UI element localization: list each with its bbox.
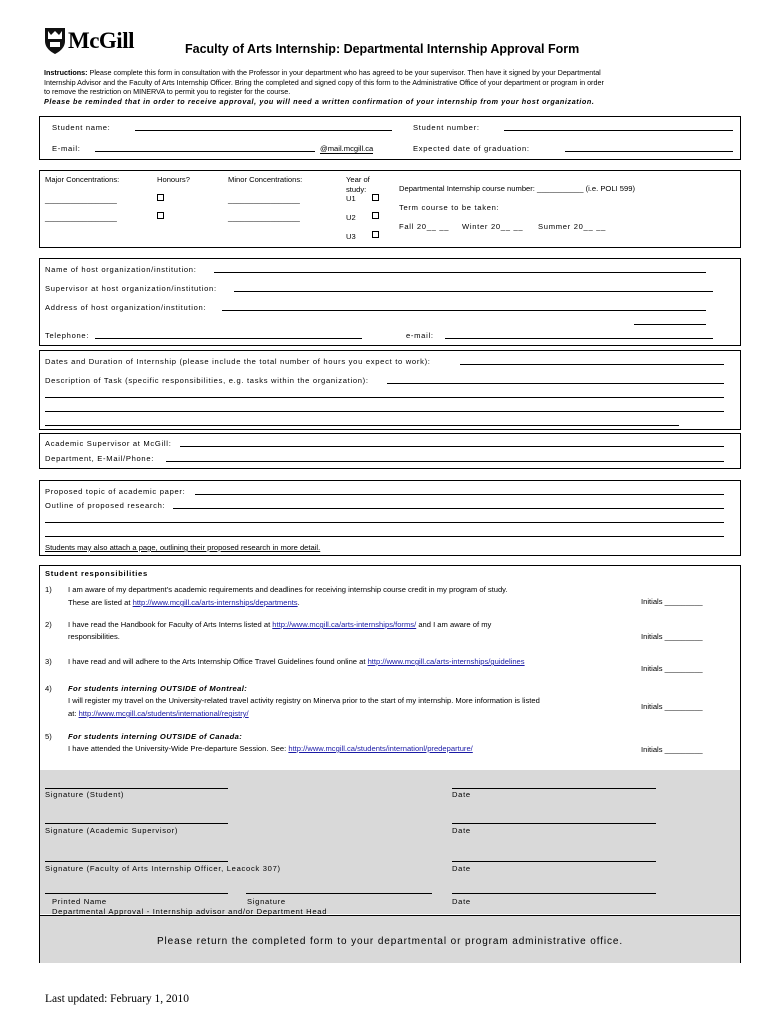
- outline-field-1[interactable]: [173, 508, 724, 509]
- description-label: Description of Task (specific responsibilities, e.g. tasks within the organization):: [45, 376, 369, 385]
- item-5-link[interactable]: http://www.mcgill.ca/students/internationl/predeparture/: [288, 744, 473, 753]
- description-field-4[interactable]: [45, 425, 679, 426]
- item-3-line1: [68, 657, 525, 666]
- topic-field[interactable]: [195, 494, 724, 495]
- major-label: Major Concentrations:: [45, 175, 120, 184]
- year-label-line2: study:: [346, 184, 367, 194]
- instructions-reminder: Please be reminded that in order to receive approval, you will need a written confirmation of your internship from your host organization.: [44, 96, 595, 106]
- instructions-line3: to remove the restriction on MINERVA to permit you to register for the course.: [44, 87, 291, 97]
- major-field-2[interactable]: _________________: [45, 213, 117, 222]
- academic-date-line[interactable]: [452, 823, 656, 824]
- host-address-field-2[interactable]: [634, 324, 706, 325]
- year-u2-checkbox[interactable]: [372, 212, 379, 219]
- host-supervisor-label: Supervisor at host organization/institution:: [45, 284, 217, 293]
- host-address-field[interactable]: [222, 310, 706, 311]
- item-4-num: 4): [45, 684, 52, 693]
- officer-signature-label: Signature (Faculty of Arts Internship Officer, Leacock 307): [45, 864, 281, 873]
- item-1-line2: [68, 598, 300, 607]
- officer-date-line[interactable]: [452, 861, 656, 862]
- student-number-label: Student number:: [413, 123, 480, 132]
- email-field[interactable]: [95, 151, 315, 152]
- item-4-title: For students interning OUTSIDE of Montreal:: [68, 684, 248, 693]
- dates-label: Dates and Duration of Internship (please include the total number of hours you expect to work):: [45, 357, 431, 366]
- item-4-link[interactable]: http://www.mcgill.ca/students/international/registry/: [78, 709, 249, 718]
- dept-date-label: Date: [452, 897, 471, 906]
- description-field-2[interactable]: [45, 397, 724, 398]
- item-1-line2-post: .: [297, 598, 300, 607]
- host-name-label: Name of host organization/institution:: [45, 265, 197, 274]
- item-1-line1: I am aware of my department’s academic requirements and deadlines for receiving internship course credit in my program of study.: [68, 585, 508, 594]
- page-title: Faculty of Arts Internship: Departmental Internship Approval Form: [185, 42, 580, 56]
- term-label: Term course to be taken:: [399, 203, 500, 212]
- student-signature-label: Signature (Student): [45, 790, 125, 799]
- host-email-field[interactable]: [445, 338, 713, 339]
- year-label: [346, 175, 370, 194]
- logo-text: McGill: [68, 28, 134, 53]
- academic-supervisor-label: Academic Supervisor at McGill:: [45, 439, 172, 448]
- instructions-line1: Please complete this form in consultation with the Professor in your department who has agreed to be your supervisor. Then have it signed by your Departmental: [89, 68, 601, 77]
- item-2-line1-pre: I have read the Handbook for Faculty of Arts Interns listed at: [68, 620, 273, 629]
- item-3-link[interactable]: http://www.mcgill.ca/arts-internships/guidelines: [367, 657, 525, 666]
- host-address-label: Address of host organization/institution:: [45, 303, 207, 312]
- item-4-line2-pre: at:: [68, 709, 79, 718]
- item-1-link[interactable]: http://www.mcgill.ca/arts-internships/departments: [132, 598, 298, 607]
- dates-field[interactable]: [460, 364, 724, 365]
- minor-field-1[interactable]: _________________: [228, 195, 300, 204]
- item-4-line1: I will register my travel on the University-related travel activity registry on Minerva prior to the start of my internship. More information is listed: [68, 696, 540, 705]
- officer-signature-line[interactable]: [45, 861, 228, 862]
- item-3-line1-pre: I have read and will adhere to the Arts Internship Office Travel Guidelines found online at: [68, 657, 368, 666]
- host-email-label: e-mail:: [406, 331, 434, 340]
- host-name-field[interactable]: [214, 272, 706, 273]
- department-label: Department, E-Mail/Phone:: [45, 454, 155, 463]
- dept-date-line[interactable]: [452, 893, 656, 894]
- instructions-label: Instructions:: [44, 68, 88, 77]
- dept-signature-label: Signature: [247, 897, 286, 906]
- item-3-initials[interactable]: Initials _________: [641, 664, 703, 673]
- item-5-line1-pre: I have attended the University-Wide Pre-departure Session. See:: [68, 744, 289, 753]
- telephone-field[interactable]: [95, 338, 362, 339]
- department-field[interactable]: [166, 461, 724, 462]
- year-u1-checkbox[interactable]: [372, 194, 379, 201]
- term-winter[interactable]: Winter 20__ __: [462, 222, 524, 231]
- item-5-title: For students interning OUTSIDE of Canada:: [68, 732, 243, 741]
- student-name-label: Student name:: [52, 123, 111, 132]
- item-1-initials[interactable]: Initials _________: [641, 597, 703, 606]
- attach-note: Students may also attach a page, outlining their proposed research in more detail.: [45, 543, 321, 552]
- dept-signature-line[interactable]: [246, 893, 432, 894]
- honours-checkbox-2[interactable]: [157, 212, 164, 219]
- honours-checkbox-1[interactable]: [157, 194, 164, 201]
- topic-label: Proposed topic of academic paper:: [45, 487, 186, 496]
- item-2-initials[interactable]: Initials _________: [641, 632, 703, 641]
- student-name-field[interactable]: [135, 130, 392, 131]
- item-2-line1-post: and I am aware of my: [416, 620, 492, 629]
- academic-signature-line[interactable]: [45, 823, 228, 824]
- outline-field-2[interactable]: [45, 522, 724, 523]
- year-u1: U1: [346, 194, 356, 203]
- instructions: [44, 68, 744, 106]
- printed-name-label: Printed Name: [52, 897, 107, 906]
- course-number-label: Departmental Internship course number: ___________ (i.e. POLI 599): [399, 184, 635, 193]
- email-label: E-mail:: [52, 144, 81, 153]
- year-u2: U2: [346, 213, 356, 222]
- mcgill-logo: [44, 27, 164, 57]
- description-field-3[interactable]: [45, 411, 724, 412]
- printed-name-line[interactable]: [45, 893, 228, 894]
- item-4-initials[interactable]: Initials _________: [641, 702, 703, 711]
- item-5-num: 5): [45, 732, 52, 741]
- student-number-field[interactable]: [504, 130, 733, 131]
- item-1-num: 1): [45, 585, 52, 594]
- year-label-line1: Year of: [346, 175, 370, 184]
- term-fall[interactable]: Fall 20__ __: [399, 222, 450, 231]
- mcgill-crest-icon: [44, 27, 66, 55]
- student-info-box: [39, 116, 741, 160]
- graduation-label: Expected date of graduation:: [413, 144, 530, 153]
- item-4-line2: [68, 709, 249, 718]
- telephone-label: Telephone:: [45, 331, 90, 340]
- officer-date-label: Date: [452, 864, 471, 873]
- instructions-line2: Internship Advisor and the Faculty of Arts Internship Officer. Bring the completed and signed copy of this form to the Administrative Office of your department or program in order: [44, 77, 604, 87]
- host-supervisor-field[interactable]: [234, 291, 713, 292]
- item-2-line1: [68, 620, 491, 629]
- student-signature-line[interactable]: [45, 788, 228, 789]
- return-note: Please return the completed form to your departmental or program administrative office.: [156, 936, 624, 947]
- outline-field-3[interactable]: [45, 536, 724, 537]
- minor-field-2[interactable]: _________________: [228, 213, 300, 222]
- item-2-num: 2): [45, 620, 52, 629]
- item-3-num: 3): [45, 657, 52, 666]
- honours-label: Honours?: [157, 175, 190, 184]
- term-summer[interactable]: Summer 20__ __: [538, 222, 607, 231]
- item-5-line1: [68, 744, 473, 753]
- item-5-initials[interactable]: Initials _________: [641, 745, 703, 754]
- student-date-label: Date: [452, 790, 471, 799]
- graduation-field[interactable]: [565, 151, 733, 152]
- major-field-1[interactable]: _________________: [45, 195, 117, 204]
- item-2-line2: responsibilities.: [68, 632, 120, 641]
- concentrations-box: [39, 170, 741, 248]
- last-updated: Last updated: February 1, 2010: [45, 993, 190, 1005]
- dept-approval-label: Departmental Approval - Internship advisor and/or Department Head: [52, 907, 328, 916]
- academic-supervisor-field[interactable]: [180, 446, 724, 447]
- responsibilities-heading: Student responsibilities: [45, 569, 148, 578]
- item-1-line2-pre: These are listed at: [68, 598, 133, 607]
- year-u3-checkbox[interactable]: [372, 231, 379, 238]
- academic-date-label: Date: [452, 826, 471, 835]
- student-date-line[interactable]: [452, 788, 656, 789]
- item-2-link[interactable]: http://www.mcgill.ca/arts-internships/forms/: [272, 620, 417, 629]
- outline-label: Outline of proposed research:: [45, 501, 166, 510]
- academic-signature-label: Signature (Academic Supervisor): [45, 826, 179, 835]
- minor-label: Minor Concentrations:: [228, 175, 303, 184]
- email-suffix: @mail.mcgill.ca: [320, 144, 374, 153]
- description-field-1[interactable]: [387, 383, 724, 384]
- year-u3: U3: [346, 232, 356, 241]
